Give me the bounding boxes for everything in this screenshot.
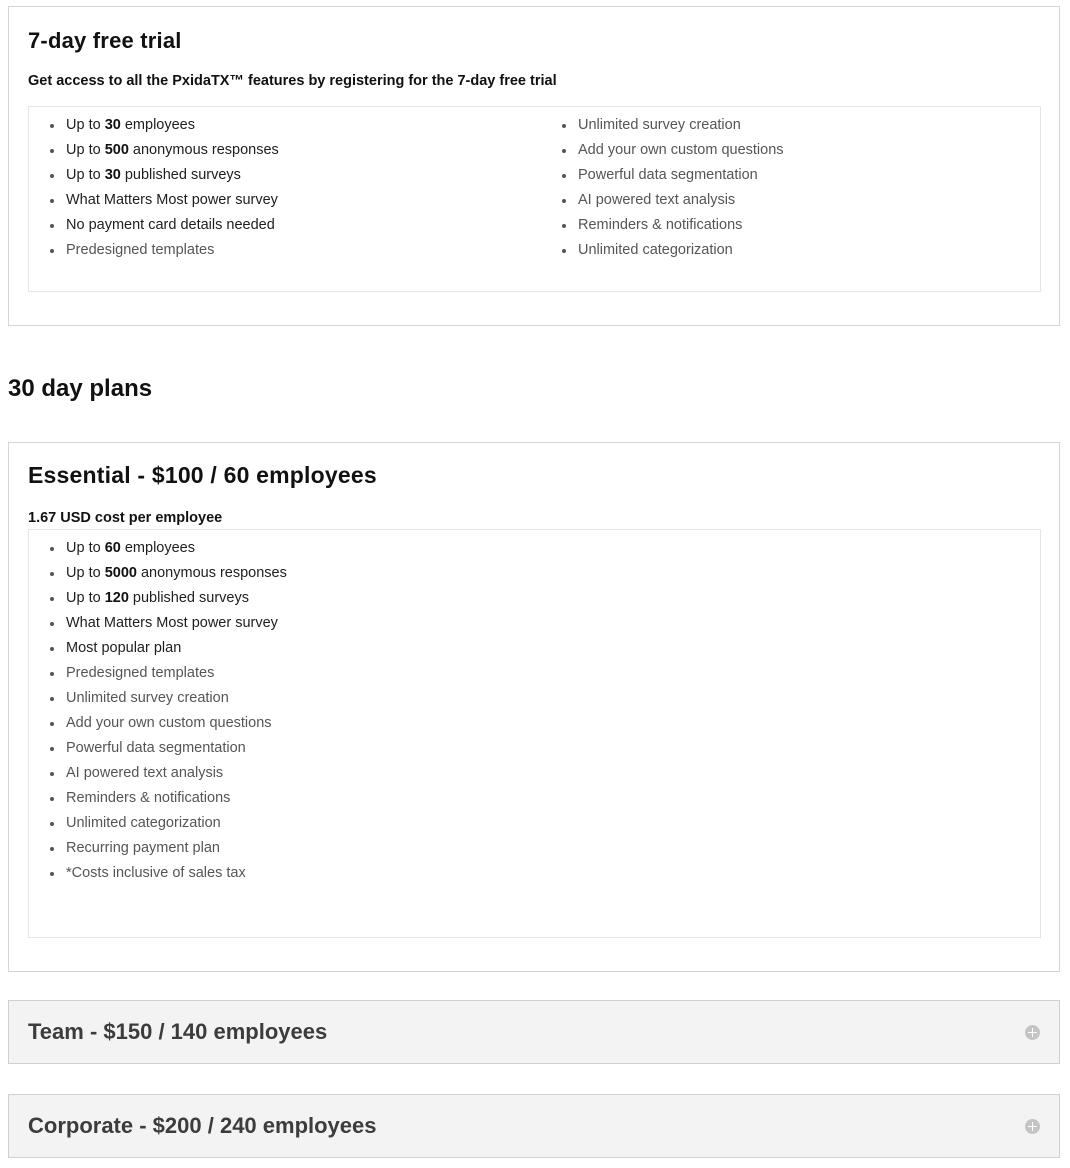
team-plan-title[interactable]: Team - $150 / 140 employees	[28, 1019, 328, 1044]
free-trial-features-box	[28, 106, 1041, 292]
free-trial-subtitle: Get access to all the PxidaTX™ features by registering for the 7-day free trial	[28, 73, 557, 89]
feature-item: What Matters Most power survey	[48, 611, 948, 636]
essential-plan-title[interactable]: Essential - $100 / 60 employees	[28, 462, 377, 488]
feature-item: Predesigned templates	[48, 238, 518, 263]
plus-circle-icon[interactable]	[1025, 1119, 1040, 1134]
feature-item: Most popular plan	[48, 636, 948, 661]
feature-item: Up to 60 employees	[48, 536, 948, 561]
team-plan-accordion[interactable]	[8, 1000, 1060, 1064]
feature-item: Reminders & notifications	[560, 213, 1030, 238]
feature-item: Up to 30 published surveys	[48, 163, 518, 188]
essential-plan-features-box	[28, 529, 1041, 938]
plus-circle-icon[interactable]	[1025, 1025, 1040, 1040]
plans-heading: 30 day plans	[8, 375, 153, 402]
feature-item: AI powered text analysis	[560, 188, 1030, 213]
feature-item: Up to 500 anonymous responses	[48, 138, 518, 163]
feature-item: Powerful data segmentation	[560, 163, 1030, 188]
free-trial-panel	[8, 6, 1060, 326]
free-trial-title: 7-day free trial	[28, 28, 182, 53]
feature-item: Predesigned templates	[48, 661, 948, 686]
essential-plan-panel	[8, 442, 1060, 972]
feature-item: Recurring payment plan	[48, 836, 948, 861]
corporate-plan-title[interactable]: Corporate - $200 / 240 employees	[28, 1113, 377, 1138]
feature-item: Unlimited survey creation	[48, 686, 948, 711]
feature-item: Reminders & notifications	[48, 786, 948, 811]
feature-item: Unlimited survey creation	[560, 113, 1030, 138]
feature-item: Up to 30 employees	[48, 113, 518, 138]
free-trial-features-left	[48, 113, 518, 263]
feature-item: Unlimited categorization	[48, 811, 948, 836]
essential-plan-features	[48, 536, 948, 886]
feature-item: *Costs inclusive of sales tax	[48, 861, 948, 886]
essential-plan-cost-per-employee: 1.67 USD cost per employee	[28, 510, 223, 526]
feature-item: Add your own custom questions	[560, 138, 1030, 163]
feature-item: AI powered text analysis	[48, 761, 948, 786]
feature-item: Powerful data segmentation	[48, 736, 948, 761]
feature-item: What Matters Most power survey	[48, 188, 518, 213]
free-trial-features-right	[560, 113, 1030, 263]
feature-item: Up to 5000 anonymous responses	[48, 561, 948, 586]
feature-item: Add your own custom questions	[48, 711, 948, 736]
corporate-plan-accordion[interactable]	[8, 1094, 1060, 1158]
feature-item: Up to 120 published surveys	[48, 586, 948, 611]
feature-item: Unlimited categorization	[560, 238, 1030, 263]
feature-item: No payment card details needed	[48, 213, 518, 238]
